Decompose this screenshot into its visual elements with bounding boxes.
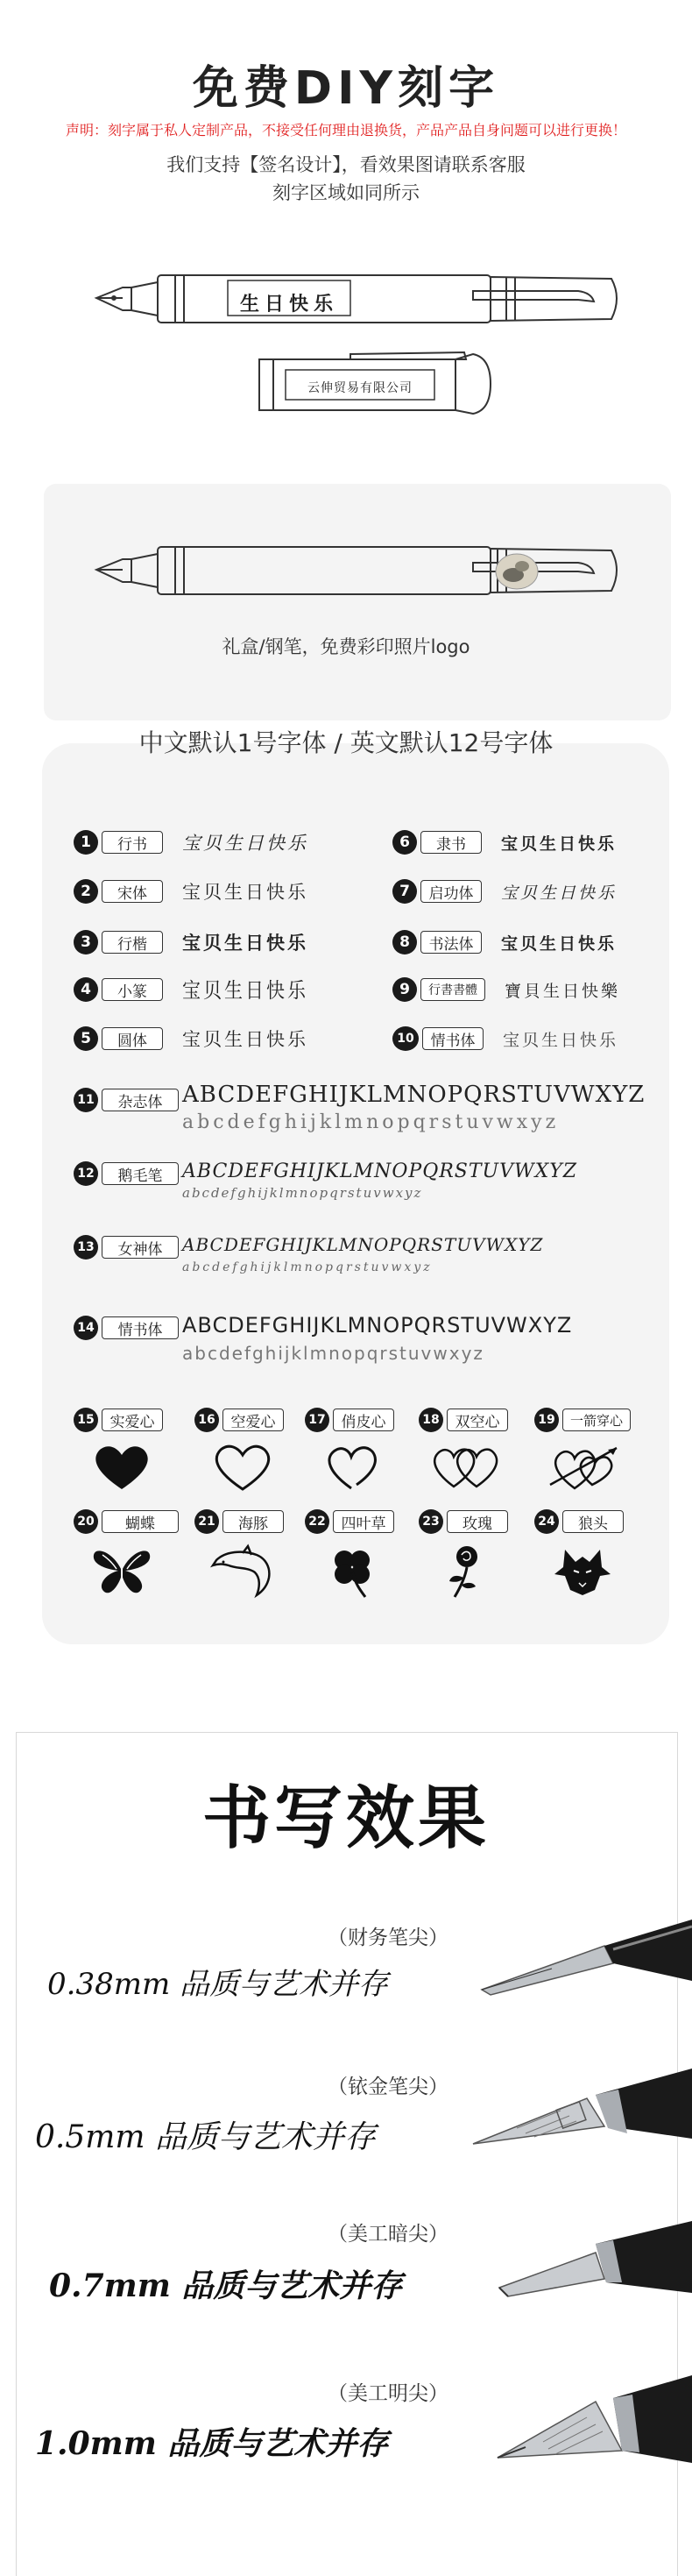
nib-type-label: （美工明尖） xyxy=(328,2382,448,2405)
english-sample-upper: ABCDEFGHIJKLMNOPQRSTUVWXYZ xyxy=(182,1234,544,1255)
font-name-label: 情书体 xyxy=(102,1316,179,1339)
font-name-label: 情书体 xyxy=(422,1027,484,1050)
option-number: 18 xyxy=(419,1408,443,1432)
icon-name-label: 蝴蝶 xyxy=(102,1510,179,1533)
font-name-label: 宋体 xyxy=(102,880,163,903)
font-option-4[interactable] xyxy=(74,976,308,1003)
art-exposed-nib-pen-image xyxy=(491,2367,692,2489)
writing-sample-1: 0.38mm 品质与艺术并存 xyxy=(47,1967,388,2002)
font-sample: 宝贝生日快乐 xyxy=(501,933,618,954)
option-number: 1 xyxy=(74,830,98,855)
font-option-6[interactable] xyxy=(392,829,617,855)
font-option-12[interactable] xyxy=(74,1160,179,1187)
double-heart-icon xyxy=(427,1441,506,1494)
nib-type-label: （美工暗尖） xyxy=(328,2223,448,2246)
icon-option-22[interactable] xyxy=(305,1509,427,1602)
option-number: 21 xyxy=(194,1509,219,1534)
font-sample: 宝贝生日快乐 xyxy=(503,1030,619,1050)
font-option-14[interactable] xyxy=(74,1315,179,1341)
option-number: 17 xyxy=(305,1408,329,1432)
icon-name-label: 狼头 xyxy=(562,1510,624,1533)
icon-option-23[interactable] xyxy=(419,1509,541,1602)
icon-name-label: 俏皮心 xyxy=(333,1409,394,1431)
option-number: 5 xyxy=(74,1026,98,1051)
english-sample-lower: abcdefghijklmnopqrstuvwxyz xyxy=(182,1343,484,1364)
font-option-1[interactable] xyxy=(74,829,308,855)
font-option-10[interactable] xyxy=(392,1025,618,1052)
icon-name-label: 四叶草 xyxy=(333,1510,394,1533)
font-option-2[interactable] xyxy=(74,878,308,905)
font-option-3[interactable] xyxy=(74,929,308,955)
option-number: 4 xyxy=(74,977,98,1002)
font-name-label: 书法体 xyxy=(420,931,482,954)
icon-option-16[interactable] xyxy=(194,1408,317,1497)
solid-heart-icon xyxy=(87,1441,157,1494)
icon-option-19[interactable] xyxy=(534,1408,657,1497)
option-number: 11 xyxy=(74,1088,98,1112)
font-sample: 宝贝生日快乐 xyxy=(182,933,308,954)
option-number: 23 xyxy=(419,1509,443,1534)
font-name-label: 鹅毛笔 xyxy=(102,1162,179,1185)
butterfly-icon xyxy=(87,1543,157,1599)
font-sample: 宝贝生日快乐 xyxy=(182,978,308,1003)
font-name-label: 女神体 xyxy=(102,1236,179,1259)
dolphin-icon xyxy=(208,1543,278,1599)
playful-heart-icon xyxy=(318,1441,388,1494)
photo-logo-thumbnail xyxy=(496,554,538,589)
option-number: 6 xyxy=(392,830,417,855)
option-number: 22 xyxy=(305,1509,329,1534)
nib-type-label: （财务笔尖） xyxy=(328,1927,448,1949)
option-number: 2 xyxy=(74,879,98,904)
page-title: 免费DIY刻字 xyxy=(192,62,500,115)
english-sample-upper: ABCDEFGHIJKLMNOPQRSTUVWXYZ xyxy=(182,1160,578,1182)
font-option-13[interactable] xyxy=(74,1234,179,1260)
option-number: 10 xyxy=(392,1026,419,1051)
option-number: 20 xyxy=(74,1509,98,1534)
outline-heart-icon xyxy=(208,1441,278,1494)
option-number: 13 xyxy=(74,1235,98,1260)
disclaimer-notice: 声明：刻字属于私人定制产品，不接受任何理由退换货，产品产品自身问题可以进行更换！ xyxy=(65,122,626,138)
option-number: 16 xyxy=(194,1408,219,1432)
clover-icon xyxy=(318,1543,388,1599)
pen-engraving-illustration xyxy=(88,261,622,436)
support-line: 我们支持【签名设计】，看效果图请联系客服 xyxy=(166,154,526,175)
font-sample: 寶貝生日快樂 xyxy=(505,981,621,1001)
writing-effect-title: 书写效果 xyxy=(201,1779,490,1858)
option-number: 12 xyxy=(74,1161,98,1186)
font-panel-title: 中文默认1号字体 / 英文默认12号字体 xyxy=(138,728,554,757)
option-number: 14 xyxy=(74,1316,98,1340)
font-option-8[interactable] xyxy=(392,929,617,955)
font-option-7[interactable] xyxy=(392,878,617,905)
font-name-label: 圆体 xyxy=(102,1027,163,1050)
font-name-label: 行书 xyxy=(102,831,163,854)
logo-print-panel xyxy=(44,484,671,720)
font-option-9[interactable] xyxy=(392,976,620,1003)
rose-icon xyxy=(432,1543,502,1599)
fine-nib-pen-image xyxy=(455,1911,692,2033)
cap-engrave-text: 云伸贸易有限公司 xyxy=(307,381,413,395)
font-name-label: 杂志体 xyxy=(102,1089,179,1111)
option-number: 9 xyxy=(392,977,417,1002)
icon-name-label: 空爱心 xyxy=(222,1409,284,1431)
option-number: 8 xyxy=(392,930,417,954)
icon-name-label: 一箭穿心 xyxy=(562,1409,631,1431)
font-option-5[interactable] xyxy=(74,1025,308,1052)
icon-option-21[interactable] xyxy=(194,1509,317,1602)
engrave-sample-text: 生日快乐 xyxy=(239,293,338,316)
icon-name-label: 实爱心 xyxy=(102,1409,163,1431)
english-sample-lower: abcdefghijklmnopqrstuvwxyz xyxy=(182,1111,560,1133)
icon-option-20[interactable] xyxy=(74,1509,196,1602)
writing-sample-2: 0.5mm 品质与艺术并存 xyxy=(35,2119,376,2155)
option-number: 7 xyxy=(392,879,417,904)
writing-sample-4: 1.0mm 品质与艺术并存 xyxy=(35,2425,389,2462)
english-sample-upper: ABCDEFGHIJKLMNOPQRSTUVWXYZ xyxy=(182,1313,573,1338)
font-sample: 宝贝生日快乐 xyxy=(501,883,618,903)
icon-name-label: 海豚 xyxy=(222,1510,284,1533)
font-name-label: 启功体 xyxy=(420,880,482,903)
english-sample-lower: abcdefghijklmnopqrstuvwxyz xyxy=(182,1260,433,1274)
english-sample-upper: ABCDEFGHIJKLMNOPQRSTUVWXYZ xyxy=(182,1082,646,1108)
engrave-area-line: 刻字区域如同所示 xyxy=(272,182,420,203)
option-number: 15 xyxy=(74,1408,98,1432)
font-name-label: 小篆 xyxy=(102,978,163,1001)
option-number: 3 xyxy=(74,930,98,954)
logo-print-caption: 礼盒/钢笔，免费彩印照片logo xyxy=(222,636,470,657)
icon-name-label: 玫瑰 xyxy=(447,1510,508,1533)
option-number: 24 xyxy=(534,1509,559,1534)
icon-option-15[interactable] xyxy=(74,1408,196,1497)
wolf-head-icon xyxy=(547,1543,618,1599)
font-sample: 宝贝生日快乐 xyxy=(182,1029,308,1050)
icon-option-18[interactable] xyxy=(419,1408,541,1497)
font-option-11[interactable] xyxy=(74,1087,179,1113)
arrow-heart-icon xyxy=(543,1441,622,1494)
font-sample: 宝贝生日快乐 xyxy=(182,833,308,854)
art-hidden-nib-pen-image xyxy=(491,2209,692,2323)
font-sample: 宝贝生日快乐 xyxy=(182,882,308,903)
english-sample-lower: abcdefghijklmnopqrstuvwxyz xyxy=(182,1185,423,1201)
writing-sample-3: 0.7mm 品质与艺术并存 xyxy=(49,2267,403,2304)
icon-name-label: 双空心 xyxy=(447,1409,508,1431)
icon-option-24[interactable] xyxy=(534,1509,657,1602)
nib-type-label: （铱金笔尖） xyxy=(328,2076,448,2098)
iridium-nib-pen-image xyxy=(464,2060,692,2182)
option-number: 19 xyxy=(534,1408,559,1432)
font-name-label: 行書書體 xyxy=(420,978,485,1001)
icon-option-17[interactable] xyxy=(305,1408,427,1497)
font-name-label: 行楷 xyxy=(102,931,163,954)
font-name-label: 隶书 xyxy=(420,831,482,854)
font-sample: 宝贝生日快乐 xyxy=(501,834,618,854)
pen-logo-illustration xyxy=(88,531,622,601)
